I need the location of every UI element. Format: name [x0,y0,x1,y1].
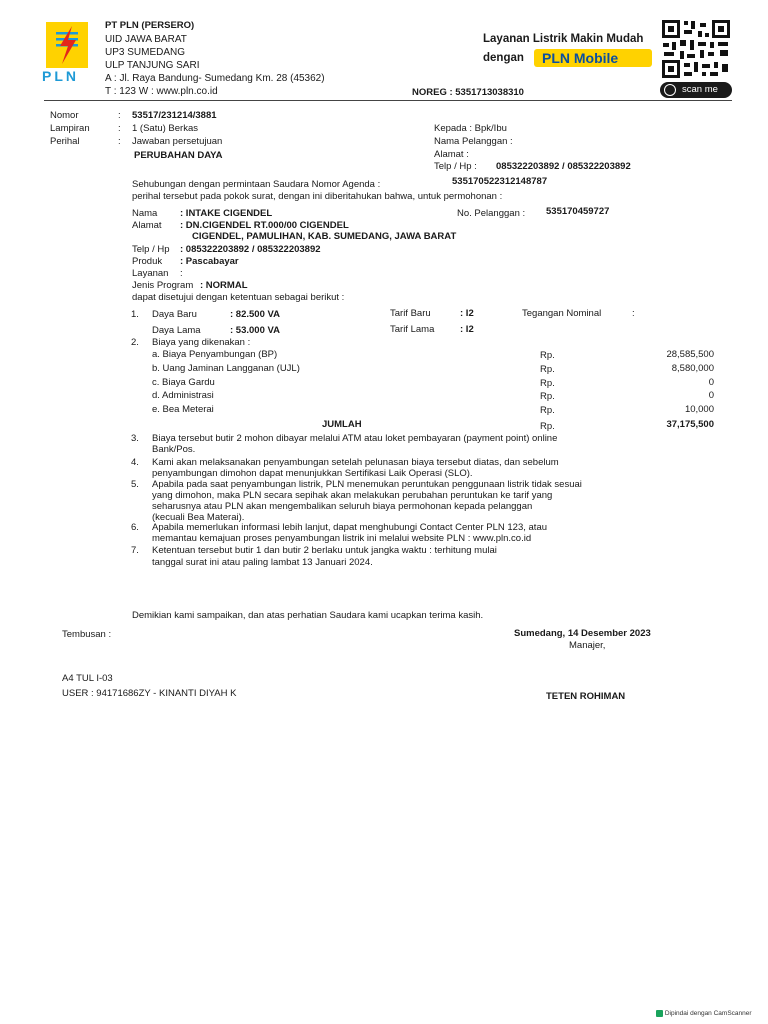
cost-row-currency: Rp. [540,391,555,402]
item-number: 6. [131,522,139,533]
agenda-number: 535170522312148787 [452,176,548,187]
company-name: PT PLN (PERSERO) [105,20,195,31]
customer-alamat-value-2: CIGENDEL, PAMULIHAN, KAB. SUMEDANG, JAWA BARAT [192,231,457,242]
company-address: A : Jl. Raya Bandung- Sumedang Km. 28 (45362) [105,73,325,84]
layanan-value: : [180,268,183,279]
item-text-line: Ketentuan tersebut butir 1 dan butir 2 berlaku untuk jangka waktu : terhitung mulai [152,545,497,556]
pln-mobile-label: PLN Mobile [542,50,619,66]
unit-line-2: UP3 SUMEDANG [105,47,186,58]
cost-row-currency: Rp. [540,405,555,416]
phone-icon [664,84,676,96]
intro-line-2: perihal tersebut pada pokok surat, dengan ini diberitahukan bahwa, untuk permohonan : [132,191,503,202]
jenis-program-label: Jenis Program [132,280,194,291]
produk-value: : Pascabayar [180,256,239,267]
total-label: JUMLAH [322,419,362,430]
cost-row-currency: Rp. [540,350,555,361]
lampiran-label: Lampiran [50,123,90,134]
item-text-line: Biaya tersebut butir 2 mohon dibayar melalui ATM atau loket pembayaran (payment point) online [152,433,558,444]
qr-code-icon [660,18,732,80]
item-2-number: 2. [131,337,139,348]
camscanner-mark [656,1010,752,1017]
pln-mobile-badge [534,49,652,67]
cost-row-currency: Rp. [540,378,555,389]
lampiran-value: 1 (Satu) Berkas [132,123,198,134]
cost-row-amount: 28,585,500 [666,349,714,360]
customer-no-pel-label: No. Pelanggan : [457,208,526,219]
customer-telp-value: : 085322203892 / 085322203892 [180,244,321,255]
tarif-baru-value: : I2 [460,308,474,319]
scan-me-badge [660,82,732,98]
promo-line-1: Layanan Listrik Makin Mudah [483,33,644,45]
item-text-line: penyambungan dimohon dapat menunjukkan Sertifikasi Laik Operasi (SLO). [152,468,473,479]
cost-row-amount: 10,000 [684,404,714,415]
customer-no-pel-value: 535170459727 [546,206,610,217]
tembusan: Tembusan : [62,629,112,640]
cost-row-label: b. Uang Jaminan Langganan (UJL) [152,363,300,374]
recipient-telp-value: 085322203892 / 085322203892 [496,161,631,172]
cost-row-label: e. Bea Meterai [152,404,214,415]
item-text-line: (kecuali Bea Materai). [152,512,245,523]
cost-row-label: a. Biaya Penyambungan (BP) [152,349,278,360]
cost-row-label: d. Administrasi [152,390,214,401]
tegangan-label: Tegangan Nominal [522,308,602,319]
cost-row-amount: 0 [708,377,714,388]
header-divider [44,100,732,101]
item-number: 3. [131,433,139,444]
item-2-heading: Biaya yang dikenakan : [152,337,251,348]
cost-row-amount: 0 [708,390,714,401]
tarif-lama-value: : I2 [460,324,474,335]
nama-pelanggan: Nama Pelanggan : [434,136,513,147]
cost-row-amount: 8,580,000 [671,363,714,374]
perihal-subject: PERUBAHAN DAYA [134,150,223,161]
pln-logo [44,22,100,86]
unit-line-3: ULP TANJUNG SARI [105,60,200,71]
customer-nama-value: : INTAKE CIGENDEL [180,208,273,219]
customer-alamat-value: : DN.CIGENDEL RT.000/00 CIGENDEL [180,220,349,231]
camscanner-label: Dipindai dengan CamScanner [664,1010,752,1018]
perihal-label: Perihal [50,136,80,147]
approval-statement: dapat disetujui dengan ketentuan sebagai berikut : [132,292,345,303]
scan-me-label: scan me [682,84,718,95]
perihal-value: Jawaban persetujuan [132,136,223,147]
item-number: 4. [131,457,139,468]
closing-sentence: Demikian kami sampaikan, dan atas perhatian Saudara kami ucapkan terima kasih. [132,610,484,621]
jenis-program-value: : NORMAL [200,280,248,291]
item-text-line: Apabila memerlukan informasi lebih lanjut, dapat menghubungi Contact Center PLN 123, atau [152,522,548,533]
customer-telp-label: Telp / Hp [132,244,170,255]
item-text-line: memantau kemajuan proses penyambungan listrik ini melalui website PLN : www.pln.co.id [152,533,532,544]
promo-line-2: dengan [483,52,524,64]
cost-row-currency: Rp. [540,364,555,375]
document-code: A4 TUL I-03 [62,673,113,684]
signature-name: TETEN ROHIMAN [546,691,626,702]
company-contact: T : 123 W : www.pln.co.id [105,86,218,97]
total-amount: 37,175,500 [666,419,714,430]
tarif-baru-label: Tarif Baru [390,308,431,319]
intro-line-1: Sehubungan dengan permintaan Saudara Nomor Agenda : [132,179,381,190]
item-text-line: seharusnya atau PLN akan mengembalikan seluruh biaya permohonan kepada pelanggan [152,501,533,512]
document-user: USER : 94171686ZY - KINANTI DIYAH K [62,688,237,699]
produk-label: Produk [132,256,163,267]
nomor-label: Nomor [50,110,79,121]
nomor-colon: : [118,110,121,121]
perihal-colon: : [118,136,121,147]
daya-lama-label: Daya Lama [152,325,201,336]
unit-line-1: UID JAWA BARAT [105,34,187,45]
item-number: 5. [131,479,139,490]
logo-wordmark: PLN [42,68,79,84]
noreg: NOREG : 5351713038310 [412,87,524,98]
daya-baru-label: Daya Baru [152,309,197,320]
item-text-line: tanggal surat ini atau paling lambat 13 Januari 2024. [152,557,373,568]
tegangan-value: : [632,308,635,319]
tarif-lama-label: Tarif Lama [390,324,435,335]
customer-alamat-label: Alamat [132,220,162,231]
item-text-line: Kami akan melaksanakan penyambungan setelah pelunasan biaya tersebut diatas, dan sebelum [152,457,559,468]
cost-row-label: c. Biaya Gardu [152,377,215,388]
daya-baru-value: : 82.500 VA [230,309,280,320]
item-number: 7. [131,545,139,556]
camscanner-icon [656,1010,663,1017]
item-text-line: Apabila pada saat penyambungan listrik, PLN menemukan peruntukan penggunaan listrik tidak sesuai [152,479,582,490]
lampiran-colon: : [118,123,121,134]
recipient-telp-label: Telp / Hp : [434,161,477,172]
customer-nama-label: Nama [132,208,158,219]
item-text-line: yang dimohon, maka PLN secara sepihak akan melakukan perubahan peruntukan ke tarif yang [152,490,553,501]
signature-title: Manajer, [569,640,606,651]
signature-place-date: Sumedang, 14 Desember 2023 [514,628,651,639]
item-text-line: Bank/Pos. [152,444,196,455]
item-1-number: 1. [131,309,139,320]
kepada: Kepada : Bpk/Ibu [434,123,507,134]
alamat: Alamat : [434,149,469,160]
nomor-value: 53517/231214/3881 [132,110,217,121]
layanan-label: Layanan [132,268,169,279]
total-currency: Rp. [540,421,555,432]
daya-lama-value: : 53.000 VA [230,325,280,336]
